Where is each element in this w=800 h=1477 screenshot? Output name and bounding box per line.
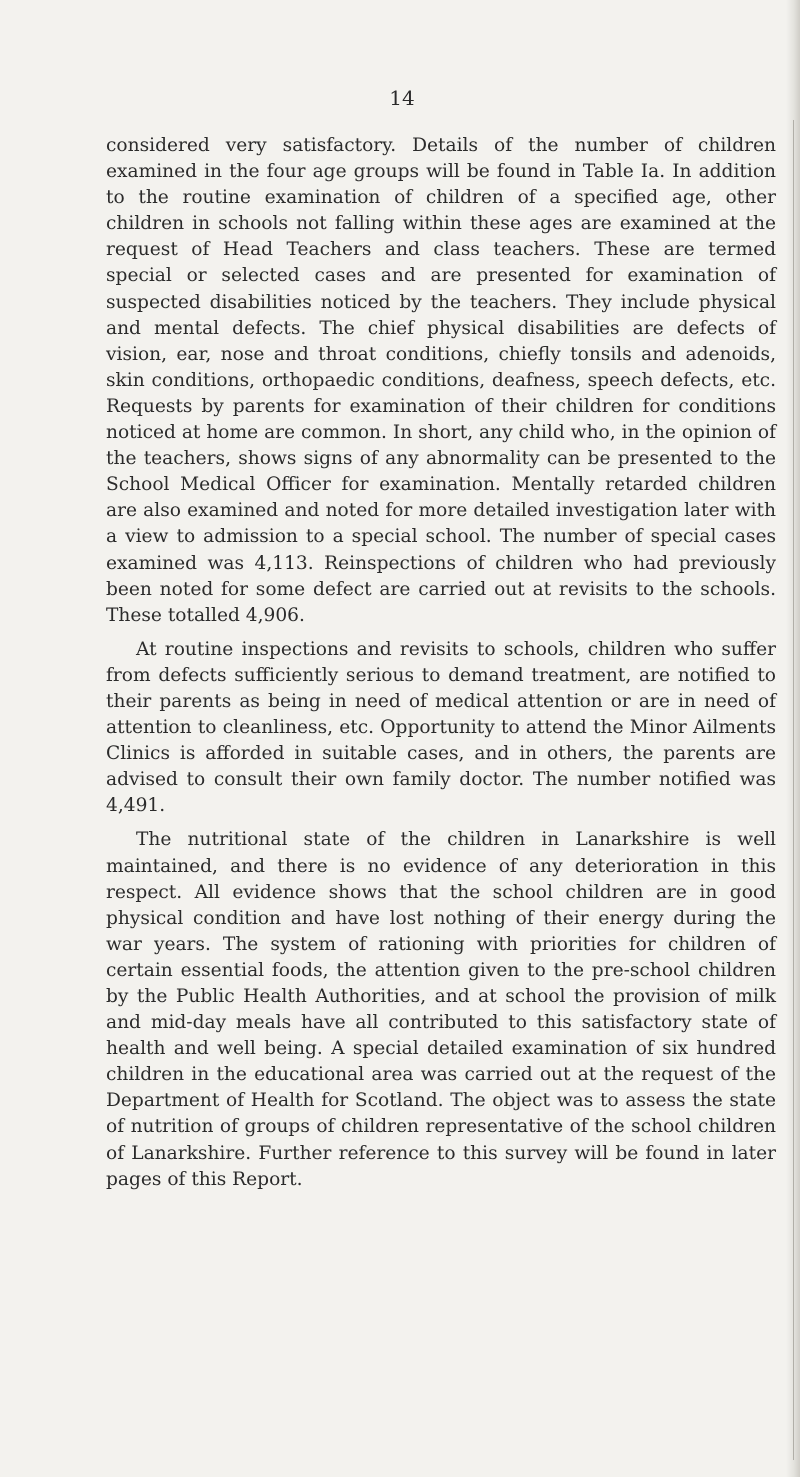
paragraph-routine-inspections: At routine inspections and revisits to schools, children who suffer from defects sufficiently serious to demand treatment, are notified to their parents as being in need of medical attention or are in need of attention to cleanliness, etc. Opportunity to attend the Minor Ailments Clinics is afforded in suitable cases, and in others, the parents are advised to consult their own family doctor. The number notified was 4,491. [106, 638, 776, 817]
page-edge-line [793, 120, 794, 1460]
paragraph-nutritional-state: The nutritional state of the children in Lanarkshire is well maintained, and there is no evidence of any deterioration in this respect. All evidence shows that the school children are in good physical condition and have lost nothing of their energy during the war years. The system of rationing with priorities for children of certain essential foods, the attention given to the pre-school children by the Public Health Authorities, and at school the provision of milk and mid-day meals have all contributed to this satisfactory state of health and well being. A special detailed examination of six hundred children in the educational area was carried out at the request of the Department of Health for Scotland. The object was to assess the state of nutrition of groups of children representative of the school children of Lanarkshire. Further reference to this survey will be found in later pages of this Report. [106, 829, 776, 1190]
paragraph-special-cases: considered very satisfactory. Details of the number of children examined in the four age groups will be found in Table Ia. In addition to the routine examination of children of a specified age, other children in schools not falling within these ages are examined at the request of Head Teachers and class teachers. These are termed special or selected cases and are presented for examination of suspected disabilities noticed by the teachers. They include physical and mental defects. The chief physical disabilities are defects of vision, ear, nose and throat conditions, chiefly tonsils and adenoids, skin conditions, orthopaedic conditions, deafness, speech defects, etc. Requests by parents for examination of their children for conditions noticed at home are common. In short, any child who, in the opinion of the teachers, shows signs of any abnormality can be presented to the School Medical Officer for examination. Mentally retarded children are also examined and noted for more detailed investigation later with a view to admission to a special school. The number of special cases examined was 4,113. Reinspections of children who had previously been noted for some defect are carried out at revisits to the schools. These totalled 4,906. [106, 135, 776, 626]
body-text [106, 133, 776, 1201]
page-number: 14 [389, 86, 415, 110]
